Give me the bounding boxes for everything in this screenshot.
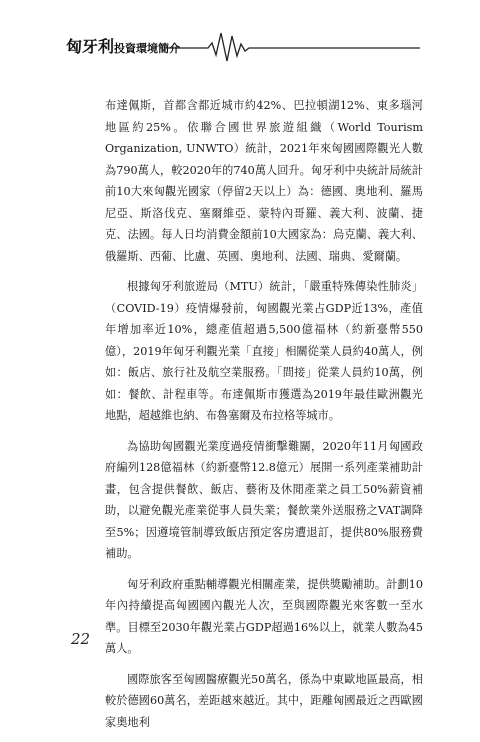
paragraph-5: 國際旅客至匈國醫療觀光50萬名，係為中東歐地區最高，相較於德國60萬名，差距越來越近。其中，距離匈國最近之西歐國家奧地利 [105,672,423,729]
header-country: 匈牙利 [66,37,115,56]
page-number: 22 [71,630,91,648]
paragraph-2: 根據匈牙利旅遊局（MTU）統計，「嚴重特殊傳染性肺炎」（COVID-19）疫情爆發前，匈國觀光業占GDP近13%，產值年增加率近10%，總產值超過5,500億福林（約新臺幣550億），2019年匈牙利觀光業「直接」相關從業人員約40萬人，例如：飯店、旅行社及航空業服務。「間接」從業人員約10萬，例如：餐飲、計程車等。布達佩斯市獲選為2019年最佳歐洲觀光地點，超越維也納、布魯塞爾及布拉格等城市。 [105,280,423,422]
header-title [66,34,180,57]
body-text [105,95,423,742]
running-header [0,0,480,70]
paragraph-1: 布達佩斯，首都含都近城市約42%、巴拉頓湖12%、東多瑙河地區約25%。依聯合國世界旅遊組織（World Tourism Organization, UNWTO）統計，2021年來匈國國際觀光人數為790萬人，較2020年的740萬人回升。匈牙利中央統計局統計前10大來匈觀光國家（停留2天以上）為：德國、奧地利、羅馬尼亞、斯洛伐克、塞爾維亞、蒙特內哥羅、義大利、波蘭、捷克、法國。每人日均消費金額前10大國家為：烏克蘭、義大利、俄羅斯、西葡、比盧、英國、奧地利、法國、瑞典、愛爾蘭。 [105,99,423,263]
paragraph-3: 為協助匈國觀光業度過疫情衝擊難關，2020年11月匈國政府編列128億福林（約新臺幣12.8億元）展開一系列產業補助計畫，包含提供餐飲、飯店、藝術及休閒產業之員工50%薪資補助，以避免觀光產業從事人員失業；餐飲業外送服務之VAT調降至5%；因遵境管制導致飯店預定客房遭退訂，提供80%服務費補助。 [105,439,423,560]
paragraph-4: 匈牙利政府重點輔導觀光相關產業，提供獎勵補助。計劃10年內持續提高匈國國內觀光人次，至與國際觀光來客數一至水準。目標至2030年觀光業占GDP超過16%以上，就業人數為45萬人。 [105,577,423,655]
header-subtitle: 投資環境簡介 [114,42,181,55]
